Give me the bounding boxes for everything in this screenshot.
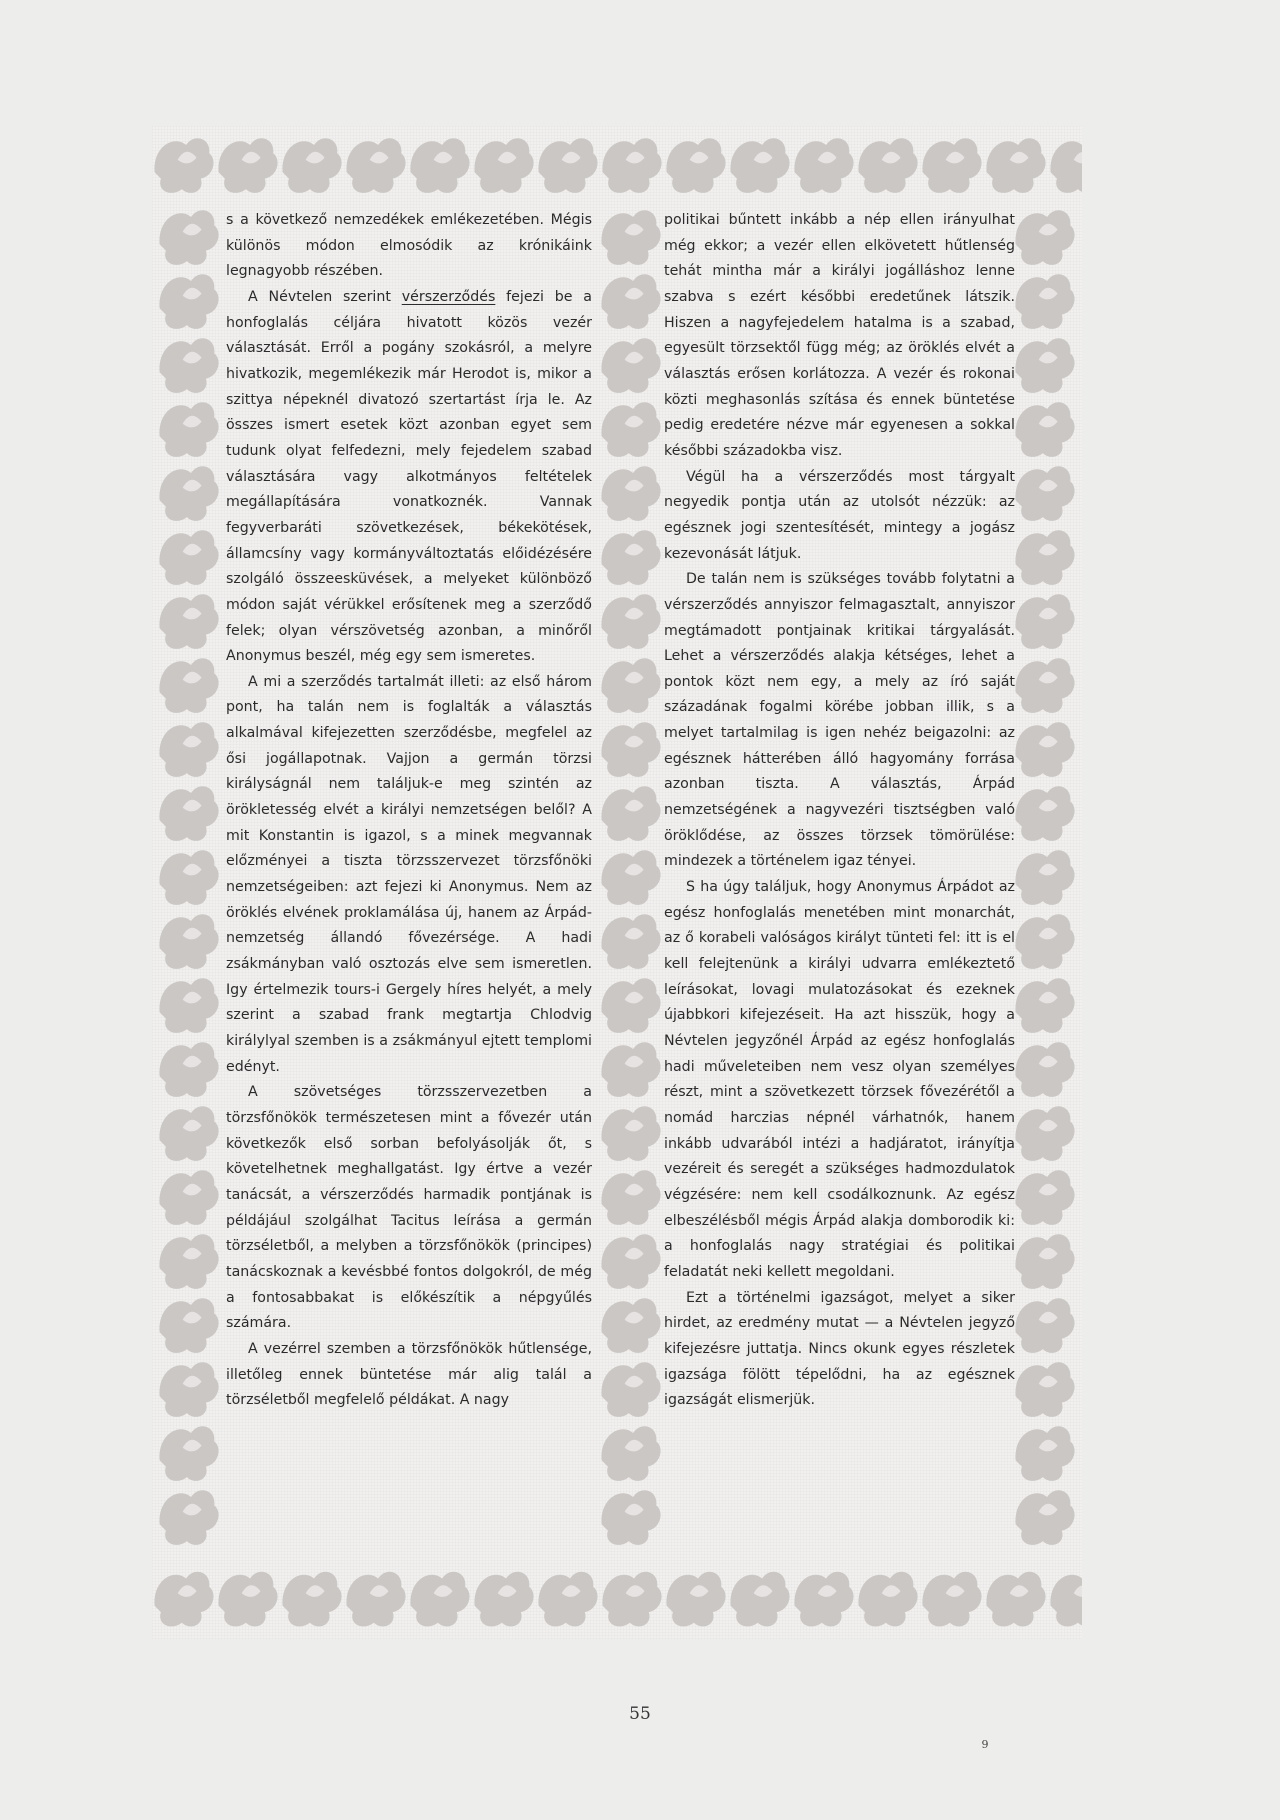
- paragraph: Ezt a történelmi igazságot, melyet a siker hirdet, az eredmény mutat — a Névtelen jegyző kifejezésre juttatja. Nincs okunk egyes részletek igazsága fölött tépelődni, ha az egésznek igazságát elismerjük.: [664, 1289, 1015, 1409]
- dragon-ornament-icon: [922, 1572, 981, 1627]
- dragon-ornament-icon: [601, 1170, 660, 1225]
- dragon-ornament-icon: [601, 530, 660, 585]
- dragon-ornament-icon: [159, 978, 218, 1033]
- paragraph: A mi a szerződés tartalmát illeti: az első három pont, ha talán nem is foglalták a választás alkalmával kifejezetten szerződésbe, megfelel az ősi jogállapotnak. Vajjon a germán törzsi királyságnál nem találjuk-e meg szintén az örökletesség elvét a királyi nemzetségen belől? A mit Konstantin is igazol, s a minek megvannak előzményei a tiszta törzsszervezet törzsfőnöki nemzetségeiben: azt fejezi ki Anonymus. Nem az öröklés elvének proklamálása új, hanem az Árpád-nemzetség állandó fővezérsége. A hadi zsákmányban való osztozás elve sem ismeretlen. Igy értelmezik tours-i Gergely híres helyét, a mely szerint a szabad frank megtartja Chlodvig királylyal szemben is a zsákmányul ejtett templomi edényt.: [226, 673, 592, 1075]
- dragon-ornament-icon: [1015, 466, 1074, 521]
- ornament-border-left: [152, 206, 226, 1560]
- dragon-ornament-icon: [1015, 1170, 1074, 1225]
- dragon-ornament-icon: [474, 1572, 533, 1627]
- dragon-ornament-icon: [538, 138, 597, 193]
- paragraph: A vezérrel szemben a törzsfőnökök hűtlensége, illetőleg ennek büntetése már alig talál a törzséletből megfelelő példákat. A nagy: [226, 1340, 592, 1409]
- dragon-ornament-icon: [159, 274, 218, 329]
- dragon-ornament-icon: [159, 1490, 218, 1545]
- dragon-ornament-icon: [1015, 722, 1074, 777]
- dragon-ornament-icon: [159, 402, 218, 457]
- dragon-ornament-icon: [794, 1572, 853, 1627]
- dragon-ornament-icon: [1015, 658, 1074, 713]
- dragon-ornament-icon: [1015, 1298, 1074, 1353]
- dragon-ornament-icon: [1015, 1234, 1074, 1289]
- dragon-ornament-icon: [154, 1572, 213, 1627]
- dragon-ornament-icon: [159, 1362, 218, 1417]
- dragon-ornament-icon: [159, 594, 218, 649]
- dragon-ornament-icon: [159, 658, 218, 713]
- dragon-ornament-icon: [1015, 402, 1074, 457]
- dragon-ornament-icon: [1050, 1572, 1082, 1627]
- paragraph: [226, 285, 592, 670]
- dragon-ornament-icon: [858, 1572, 917, 1627]
- dragon-ornament-icon: [154, 138, 213, 193]
- dragon-ornament-icon: [159, 1234, 218, 1289]
- dragon-ornament-icon: [601, 1298, 660, 1353]
- dragon-ornament-icon: [346, 138, 405, 193]
- dragon-ornament-icon: [730, 138, 789, 193]
- paragraph: A szövetséges törzsszervezetben a törzsfőnökök természetesen mint a fővezér után következők első sorban befolyásolják őt, s követelhetnek meghallgatást. Igy értve a vezér tanácsát, a vérszerződés harmadik pontjának is példájául szolgálhat Tacitus leírása a germán törzséletből, a melyben a törzsfőnökök (principes) tanácskoznak a kevésbbé fontos dolgokról, de még a fontosabbakat is előkészítik a népgyűlés számára.: [226, 1084, 592, 1332]
- dragon-ornament-icon: [601, 914, 660, 969]
- dragon-ornament-icon: [1050, 138, 1082, 193]
- dragon-ornament-icon: [601, 978, 660, 1033]
- dragon-ornament-icon: [282, 138, 341, 193]
- page-number: 55: [629, 1704, 651, 1724]
- dragon-ornament-icon: [218, 1572, 277, 1627]
- paragraph: Végül ha a vérszerződés most tárgyalt negyedik pontja után az utolsót nézzük: az egésznek jogi szentesítését, mintegy a jogász kezevonását látjuk.: [664, 468, 1015, 562]
- dragon-ornament-icon: [730, 1572, 789, 1627]
- dragon-ornament-icon: [601, 722, 660, 777]
- dragon-ornament-icon: [986, 1572, 1045, 1627]
- dragon-ornament-icon: [601, 1362, 660, 1417]
- text-column-left: [226, 208, 592, 1414]
- dragon-ornament-icon: [159, 210, 218, 265]
- dragon-ornament-icon: [1015, 1106, 1074, 1161]
- dragon-ornament-icon: [601, 338, 660, 393]
- dragon-ornament-icon: [1015, 530, 1074, 585]
- dragon-ornament-icon: [601, 402, 660, 457]
- dragon-ornament-icon: [601, 786, 660, 841]
- dragon-ornament-icon: [159, 1170, 218, 1225]
- dragon-ornament-icon: [1015, 850, 1074, 905]
- dragon-ornament-icon: [474, 138, 533, 193]
- dragon-ornament-icon: [601, 1106, 660, 1161]
- dragon-ornament-icon: [159, 722, 218, 777]
- dragon-ornament-icon: [601, 274, 660, 329]
- dragon-ornament-icon: [858, 138, 917, 193]
- dragon-ornament-icon: [1015, 274, 1074, 329]
- dragon-ornament-icon: [159, 1042, 218, 1097]
- ornament-border-right: [1008, 206, 1082, 1560]
- dragon-ornament-icon: [1015, 914, 1074, 969]
- ornament-border-center: [594, 206, 668, 1560]
- dragon-ornament-icon: [159, 1298, 218, 1353]
- dragon-ornament-icon: [410, 138, 469, 193]
- dragon-ornament-icon: [922, 138, 981, 193]
- dragon-ornament-icon: [159, 338, 218, 393]
- dragon-ornament-icon: [159, 466, 218, 521]
- paragraph: De talán nem is szükséges tovább folytatni a vérszerződés annyiszor felmagasztalt, annyiszor megtámadott pontjainak kritikai tárgyalását. Lehet a vérszerződés alakja kétséges, lehet a pontok közt nem egy, a mely az író saját századának fogalmi körébe jobban illik, s a melyet tartalmilag is igen nehéz beigazolni: az egésznek hátterében álló hagyomány forrása azonban tiszta. A választás, Árpád nemzetségének a nagyvezéri tisztségben való öröklődése, az összes törzsek tömörülése: mindezek a történelem igaz tényei.: [664, 571, 1015, 870]
- dragon-ornament-icon: [666, 1572, 725, 1627]
- ornament-border-bottom: [152, 1560, 1082, 1639]
- text-column-right: [664, 208, 1015, 1414]
- dragon-ornament-icon: [538, 1572, 597, 1627]
- dragon-ornament-icon: [1015, 1042, 1074, 1097]
- dragon-ornament-icon: [601, 1042, 660, 1097]
- dragon-ornament-icon: [986, 138, 1045, 193]
- dragon-ornament-icon: [1015, 978, 1074, 1033]
- dragon-ornament-icon: [601, 466, 660, 521]
- paragraph: politikai bűntett inkább a nép ellen irányulhat még ekkor; a vezér ellen elkövetett hűtlenség tehát mintha már a királyi jogálláshoz lenne szabva s ezért későbbi eredetűnek látszik. Hiszen a nagyfejedelem hatalma is a szabad, egyesült törzsektől függ még; az öröklés elvét a választás erősen korlátozza. A vezér és rokonai közti meghasonlás szítása és ennek büntetése pedig eredetére nézve már egyenesen a sokkal későbbi századokba visz.: [664, 212, 1015, 459]
- dragon-ornament-icon: [282, 1572, 341, 1627]
- dragon-ornament-icon: [1015, 338, 1074, 393]
- dragon-ornament-icon: [159, 530, 218, 585]
- dragon-ornament-icon: [346, 1572, 405, 1627]
- paragraph: s a következő nemzedékek emlékezetében. Mégis különös módon elmosódik az krónikáink legnagyobb részében.: [226, 212, 592, 280]
- dragon-ornament-icon: [218, 138, 277, 193]
- dragon-ornament-icon: [601, 1426, 660, 1481]
- dragon-ornament-icon: [1015, 210, 1074, 265]
- paragraph-text: fejezi be a honfoglalás céljára hivatott közös vezér választását. Erről a pogány szokásról, a melyre hivatkozik, megemlékezik már Herodot is, mikor a szittya népeknél divatozó szertartást írja le. Az összes ismert esetek közt azonban egyet sem tudunk olyat felfedezni, mely fejedelem szabad választására vagy alkotmányos feltételek megállapítására vonatkoznék. Vannak fegyverbaráti szövetkezések, békekötések, államcsíny vagy kormányváltoztatás előidézésére szolgáló összeesküvések, a melyeket különböző módon saját vérükkel erősítenek meg a szerződő felek; olyan vérszövetség azonban, a minőről Anonymus beszél, még egy sem ismeretes.: [226, 288, 592, 665]
- ornament-border-top: [152, 126, 1082, 206]
- dragon-ornament-icon: [601, 594, 660, 649]
- dragon-ornament-icon: [602, 1572, 661, 1627]
- dragon-ornament-icon: [1015, 594, 1074, 649]
- dragon-ornament-icon: [601, 658, 660, 713]
- dragon-ornament-icon: [601, 210, 660, 265]
- dragon-ornament-icon: [159, 1426, 218, 1481]
- dragon-ornament-icon: [1015, 786, 1074, 841]
- dragon-ornament-icon: [602, 138, 661, 193]
- paragraph-text: A Névtelen szerint: [248, 288, 402, 305]
- dragon-ornament-icon: [159, 914, 218, 969]
- dragon-ornament-icon: [159, 786, 218, 841]
- dragon-ornament-icon: [601, 850, 660, 905]
- dragon-ornament-icon: [1015, 1490, 1074, 1545]
- dragon-ornament-icon: [666, 138, 725, 193]
- dragon-ornament-icon: [601, 1234, 660, 1289]
- underlined-term: vérszerződés: [401, 288, 496, 305]
- dragon-ornament-icon: [159, 1106, 218, 1161]
- dragon-ornament-icon: [1015, 1426, 1074, 1481]
- sheet-number: 9: [981, 1738, 989, 1751]
- dragon-ornament-icon: [410, 1572, 469, 1627]
- dragon-ornament-icon: [601, 1490, 660, 1545]
- dragon-ornament-icon: [159, 850, 218, 905]
- dragon-ornament-icon: [1015, 1362, 1074, 1417]
- dragon-ornament-icon: [794, 138, 853, 193]
- paragraph: S ha úgy találjuk, hogy Anonymus Árpádot az egész honfoglalás menetében mint monarchát, az ő korabeli valóságos királyt tünteti fel: itt is el kell felejtenünk a királyi udvarra emlékeztető leírásokat, lovagi mulatozásokat és ezeknek újabbkori kifejezéseit. Ha azt hisszük, hogy a Névtelen jegyzőnél Árpád az egész honfoglalás hadi műveleteiben nem vesz olyan személyes részt, mint a szövetkezett törzsek fővezérétől a nomád harczias népnél várhatnók, hanem inkább udvarából intézi a hadjáratot, irányítja vezéreit és seregét a szükséges hadmozdulatok végzésére: nem kell csodálkoznunk. Az egész elbeszélésből mégis Árpád alakja domborodik ki: a honfoglalás nagy stratégiai és politikai feladatát neki kellett megoldani.: [664, 879, 1015, 1280]
